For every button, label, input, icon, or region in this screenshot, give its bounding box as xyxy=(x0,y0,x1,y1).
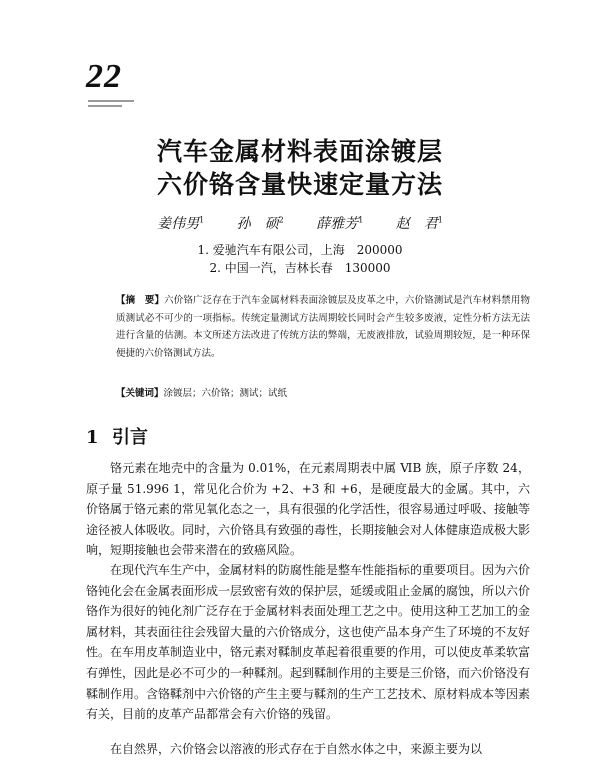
abstract-label: 【摘 要】 xyxy=(116,295,165,306)
author xyxy=(157,216,204,232)
body-paragraph: 在自然界，六价铬会以溶液的形式存在于自然水体之中，来源主要为以 xyxy=(110,742,483,756)
keywords-label: 【关键词】 xyxy=(116,388,164,399)
author-affil-mark: 2 xyxy=(278,215,284,225)
running-header-note xyxy=(88,100,134,114)
keywords xyxy=(116,385,530,402)
keywords-text: 涂镀层；六价铬；测试；试纸 xyxy=(163,388,288,399)
author-name: 孙 硕 xyxy=(236,216,279,232)
author-name: 姜伟男 xyxy=(157,216,200,232)
author xyxy=(396,216,443,232)
author-name: 赵 君 xyxy=(395,216,438,232)
author-affil-mark: 1 xyxy=(199,215,205,225)
author xyxy=(316,216,363,232)
author-affil-mark: 1 xyxy=(358,215,364,225)
abstract xyxy=(116,292,530,362)
section-title: 引言 xyxy=(112,427,148,448)
author-affil-mark: 1 xyxy=(437,215,443,225)
page-number: 22 xyxy=(86,58,122,95)
body-paragraph: 在现代汽车生产中，金属材料的防腐性能是整车性能指标的重要项目。因为六价铬钝化会在金属表面形成一层致密有效的保护层，延缓或阻止金属的腐蚀，所以六价铬作为很好的钝化剂广泛存在于金属材料表面处理工艺之中。使用这种工艺加工的金属材料，其表面往往会残留大量的六价铬成分，这也使产品本身产生了环境的不友好性。在车用皮革制造业中，铬元素对鞣制皮革起着很重要的作用，可以使皮革柔软富有弹性，因此是必不可少的一种鞣剂。起到鞣制作用的主要是三价铬，而六价铬没有鞣制作用。含铬鞣剂中六价铬的产生主要与鞣剂的生产工艺技术、原材料成本等因素有关，目前的皮革产品都常会有六价铬的残留。 xyxy=(86,563,531,722)
body-paragraph: 铬元素在地壳中的含量为 0.01%，在元素周期表中属 ⅥB 族，原子序数 24，原子量 51.996 1，常见化合价为 +2、+3 和 +6，是硬度最大的金属。其中，六价铬属于铬元素的常见氧化态之一，具有很强的化学活性，很容易通过呼吸、接触等途径被人体吸收。同时，六价铬具有致强的毒性，长期接触会对人体健康造成极大影响，短期接触也会带来潜在的致癌风险。 xyxy=(86,461,531,558)
abstract-text: 六价铬广泛存在于汽车金属材料表面涂镀层及皮革之中，六价铬测试是汽车材料禁用物质测试必不可少的一项指标。传统定量测试方法周期较长同时会产生较多废液，定性分析方法无法进行含量的估测。本文所述方法改进了传统方法的弊端，无废液排放，试验周期较短，是一种环保便捷的六价铬测试方法。 xyxy=(116,295,530,359)
author xyxy=(237,216,284,232)
affiliation: 1. 爱驰汽车有限公司，上海 200000 xyxy=(197,243,403,257)
paper-title-line-1: 汽车金属材料表面涂镀层 xyxy=(156,137,443,166)
affiliation: 2. 中国一汽，吉林长春 130000 xyxy=(209,261,391,275)
paper-title-line-2: 六价铬含量快速定量方法 xyxy=(156,170,443,199)
author-name: 薛雅芳 xyxy=(316,216,359,232)
author-list xyxy=(0,213,600,233)
section-number: 1 xyxy=(86,427,99,448)
section-heading xyxy=(86,423,148,449)
